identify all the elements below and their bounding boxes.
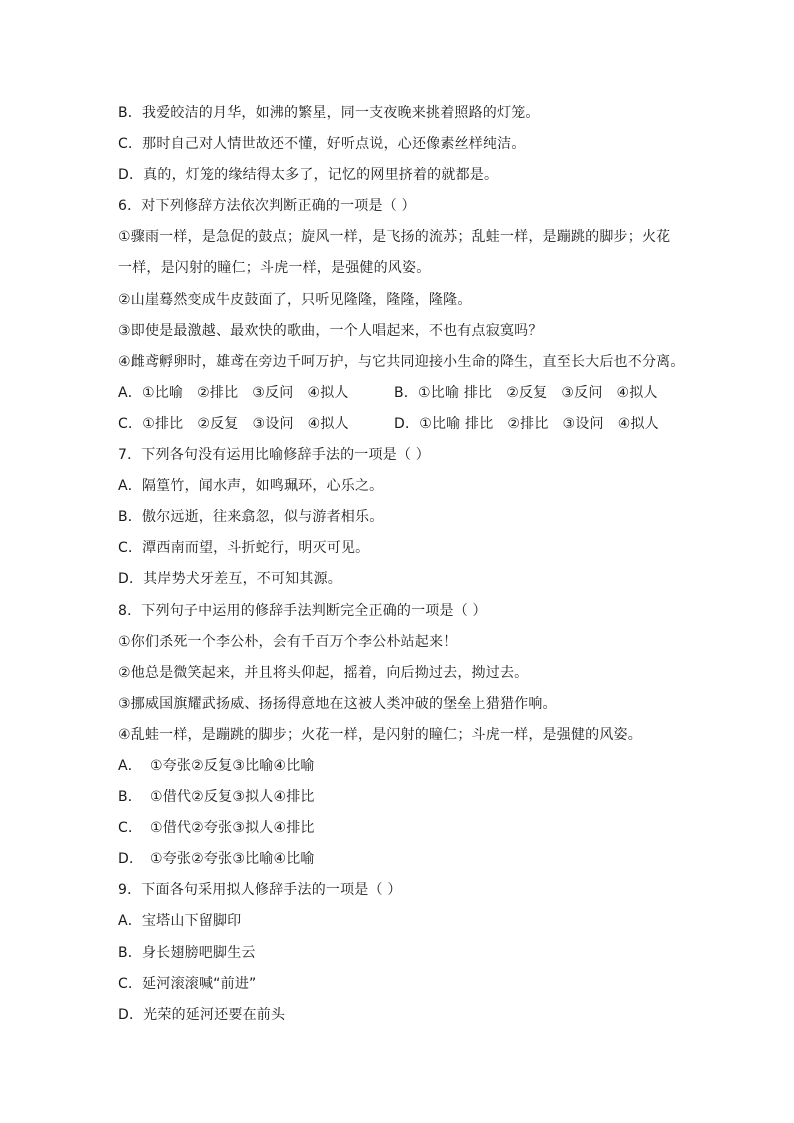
q7-option-b: B．傲尔远逝，往来翕忽，似与游者相乐。 [118, 509, 384, 526]
option-item: ②反复 [191, 789, 233, 806]
q6-option-a [118, 378, 394, 409]
option-item: ④比喻 [273, 851, 315, 868]
option-item: ②反复 [191, 757, 233, 774]
option-label: B． [394, 384, 419, 401]
q8-sentence-4: ④乱蛙一样，是蹦跳的脚步；火花一样，是闪射的瞳仁；斗虎一样，是强健的风姿。 [118, 726, 642, 743]
option-item: ③比喻 [232, 851, 274, 868]
q8-sentence-1: ①你们杀死一个李公朴，会有千百万个李公朴站起来！ [118, 633, 458, 650]
option-label: A． [118, 384, 142, 401]
q7-option-d: D．其岸势犬牙差互，不可知其源。 [118, 571, 342, 588]
q6-sentence-1-cont: 一样，是闪射的瞳仁；斗虎一样，是强健的风姿。 [118, 260, 431, 277]
option-item: ②夸张 [191, 851, 233, 868]
option-item: ④排比 [273, 820, 315, 837]
option-item: ①排比 [142, 415, 184, 432]
question-8-stem: 8．下列句子中运用的修辞手法判断完全正确的一项是（ ） [118, 602, 487, 619]
option-item: ④拟人 [617, 415, 659, 432]
option-item: ①比喻 [141, 384, 184, 401]
option-item: ②反复 [506, 384, 548, 401]
option-item: ④拟人 [616, 384, 658, 401]
q6-options-row-2 [118, 409, 698, 440]
q9-option-c: C．延河滚滚喊“前进” [118, 975, 257, 992]
option-item: ①借代 [150, 789, 192, 806]
q8-option-b [118, 782, 698, 813]
q6-sentence-1: ①骤雨一样，是急促的鼓点；旋风一样，是飞扬的流苏；乱蛙一样，是蹦跳的脚步；火花 [118, 229, 671, 246]
document-page [118, 98, 698, 1031]
option-item: ④拟人 [307, 415, 349, 432]
q7-option-a: A．隔篁竹，闻水声，如鸣珮环，心乐之。 [118, 478, 384, 495]
option-item: ①夸张 [150, 757, 192, 774]
q8-option-d [118, 844, 698, 875]
q5-option-b: B．我爱皎洁的月华，如沸的繁星，同一支夜晚来挑着照路的灯笼。 [118, 105, 540, 121]
q8-option-c [118, 813, 698, 844]
option-label: C． [118, 820, 143, 837]
option-item: ④拟人 [307, 384, 349, 401]
option-item: ③设问 [252, 415, 294, 432]
q8-sentence-2: ②他总是微笑起来，并且将头仰起，摇着，向后拗过去，拗过去。 [118, 664, 529, 681]
option-item: ③反问 [561, 384, 603, 401]
question-7-stem: 7．下列各句没有运用比喻修辞手法的一项是（ ） [118, 447, 430, 464]
option-label: B． [118, 789, 143, 806]
q8-sentence-3: ③挪威国旗耀武扬威、扬扬得意地在这被人类冲破的堡垒上猎猎作响。 [118, 695, 557, 712]
q9-option-d: D．光荣的延河还要在前头 [118, 1006, 286, 1023]
q6-options-row-1 [118, 378, 698, 409]
option-label: D． [118, 851, 144, 868]
option-item: ①比喻 排比 [419, 415, 494, 432]
question-6-stem: 6．对下列修辞方法依次判断正确的一项是（ ） [118, 198, 416, 215]
option-label: A． [118, 757, 142, 774]
q6-option-c [118, 409, 394, 440]
q6-sentence-3: ③即使是最激越、最欢快的歌曲，一个人唱起来，不也有点寂寞吗？ [118, 322, 543, 339]
q6-option-b [394, 378, 658, 409]
option-item: ③拟人 [232, 820, 274, 837]
option-item: ①夸张 [150, 851, 192, 868]
option-item: ③设问 [562, 415, 604, 432]
option-item: ③比喻 [232, 757, 274, 774]
q9-option-b: B．身长翅膀吧脚生云 [118, 944, 256, 961]
option-item: ③反问 [252, 384, 294, 401]
option-item: ②夸张 [191, 820, 233, 837]
option-item: ④排比 [273, 789, 315, 806]
q8-option-a [118, 751, 698, 782]
option-item: ①比喻 排比 [418, 384, 493, 401]
q6-option-d [394, 409, 659, 440]
option-item: ②排比 [507, 415, 549, 432]
q6-sentence-4: ④雌鸢孵卵时，雄鸢在旁边千呵万护，与它共同迎接小生命的降生，直至长大后也不分离。 [118, 353, 685, 370]
option-item: ①借代 [150, 820, 192, 837]
option-label: C． [118, 415, 143, 432]
q6-sentence-2: ②山崖蓦然变成牛皮鼓面了，只听见隆隆，隆隆，隆隆。 [118, 291, 472, 308]
option-item: ②反复 [197, 415, 239, 432]
question-9-stem: 9．下面各句采用拟人修辞手法的一项是（ ） [118, 882, 402, 899]
q5-option-d: D．真的，灯笼的缘结得太多了，记忆的网里挤着的就都是。 [118, 167, 499, 184]
option-item: ④比喻 [273, 757, 315, 774]
option-label: D． [394, 415, 420, 432]
option-item: ②排比 [197, 384, 239, 401]
option-item: ③拟人 [232, 789, 274, 806]
q5-option-c: C．那时自己对人情世故还不懂，好听点说，心还像素丝样纯洁。 [118, 136, 526, 153]
q7-option-c: C．潭西南而望，斗折蛇行，明灭可见。 [118, 540, 370, 557]
q9-option-a: A．宝塔山下留脚印 [118, 913, 242, 930]
